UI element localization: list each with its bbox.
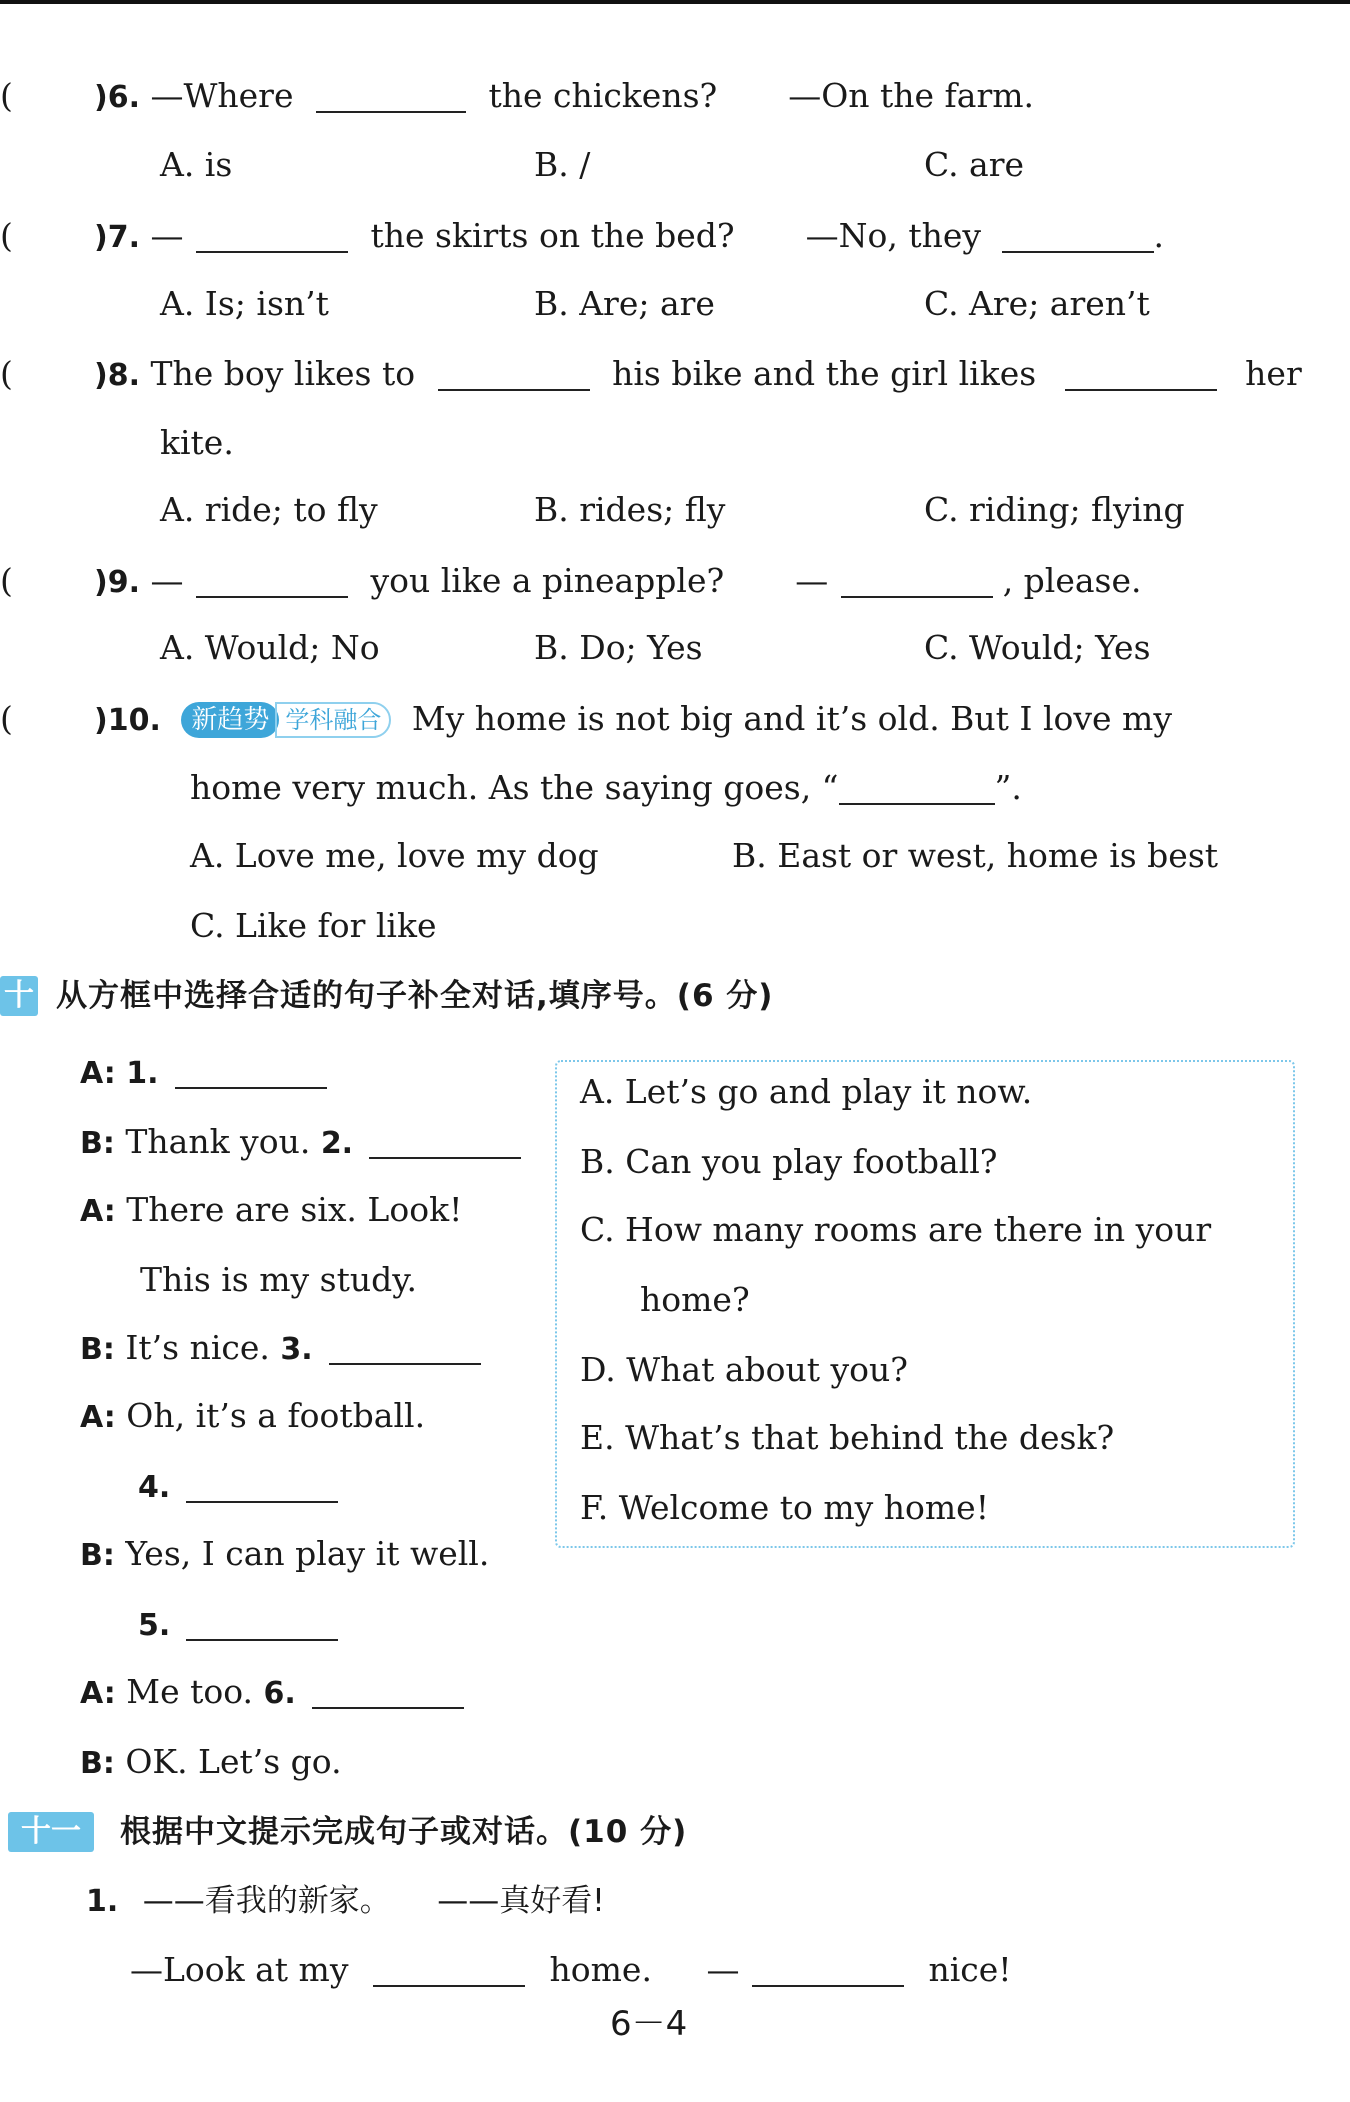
page-number: 6－4 — [610, 2004, 688, 2044]
option-a[interactable]: A. Would; No — [160, 628, 380, 667]
subject-tag: 学科融合 — [275, 702, 391, 738]
answer-paren: ( — [0, 561, 13, 600]
answer-blank[interactable] — [438, 355, 590, 391]
answer-blank[interactable] — [839, 769, 995, 805]
question-number: )8. — [94, 358, 140, 393]
box-option-e: E. What’s that behind the desk? — [580, 1418, 1115, 1457]
box-option-b: B. Can you play football? — [580, 1142, 998, 1181]
option-b[interactable]: B. rides; fly — [534, 490, 726, 529]
option-c[interactable]: C. Like for like — [190, 906, 437, 945]
section-title: 从方框中选择合适的句子补全对话,填序号。(6 分) — [56, 978, 774, 1014]
question-number: )7. — [94, 220, 140, 255]
answer-blank[interactable] — [186, 1605, 338, 1641]
section-number-badge: 十 — [0, 976, 38, 1016]
question-number: )9. — [94, 565, 140, 600]
answer-blank[interactable] — [196, 562, 348, 598]
item-1-english: —Look at my home. — nice! — [130, 1950, 1012, 1989]
answer-paren: ( — [0, 76, 13, 115]
option-a[interactable]: A. ride; to fly — [160, 490, 378, 529]
option-c[interactable]: C. Would; Yes — [924, 628, 1151, 667]
top-border — [0, 0, 1350, 4]
answer-blank[interactable] — [316, 77, 466, 113]
option-c[interactable]: C. riding; flying — [924, 490, 1185, 529]
answer-blank[interactable] — [186, 1467, 338, 1503]
answer-paren: ( — [0, 216, 13, 255]
section-number-badge: 十一 — [8, 1812, 94, 1852]
answer-blank[interactable] — [196, 217, 348, 253]
answer-blank[interactable] — [841, 562, 993, 598]
question-number: )10. — [94, 703, 161, 738]
option-c[interactable]: C. are — [924, 145, 1025, 184]
option-a[interactable]: A. Is; isn’t — [160, 284, 329, 323]
answer-blank[interactable] — [373, 1951, 525, 1987]
option-c[interactable]: C. Are; aren’t — [924, 284, 1150, 323]
box-option-d: D. What about you? — [580, 1350, 908, 1389]
answer-paren: ( — [0, 699, 13, 738]
option-b[interactable]: B. / — [534, 145, 591, 184]
answer-blank[interactable] — [175, 1053, 327, 1089]
answer-blank[interactable] — [369, 1123, 521, 1159]
option-b[interactable]: B. East or west, home is best — [732, 836, 1219, 875]
answer-blank[interactable] — [1002, 217, 1154, 253]
answer-blank[interactable] — [329, 1329, 481, 1365]
item-1-chinese: 1. ——看我的新家。 ——真好看! — [86, 1883, 605, 1919]
box-option-c: C. How many rooms are there in your — [580, 1210, 1212, 1249]
option-b[interactable]: B. Do; Yes — [534, 628, 703, 667]
answer-blank[interactable] — [752, 1951, 904, 1987]
option-a[interactable]: A. is — [160, 145, 233, 184]
question-number: )6. — [94, 80, 140, 115]
box-option-f: F. Welcome to my home! — [580, 1488, 989, 1527]
option-a[interactable]: A. Love me, love my dog — [190, 836, 599, 875]
answer-blank[interactable] — [1065, 355, 1217, 391]
option-b[interactable]: B. Are; are — [534, 284, 715, 323]
answer-paren: ( — [0, 354, 13, 393]
section-title: 根据中文提示完成句子或对话。(10 分) — [120, 1814, 688, 1850]
answer-blank[interactable] — [312, 1673, 464, 1709]
box-option-c-cont: home? — [640, 1280, 750, 1319]
trend-tag: 新趋势 — [181, 702, 279, 738]
box-option-a: A. Let’s go and play it now. — [580, 1072, 1033, 1111]
